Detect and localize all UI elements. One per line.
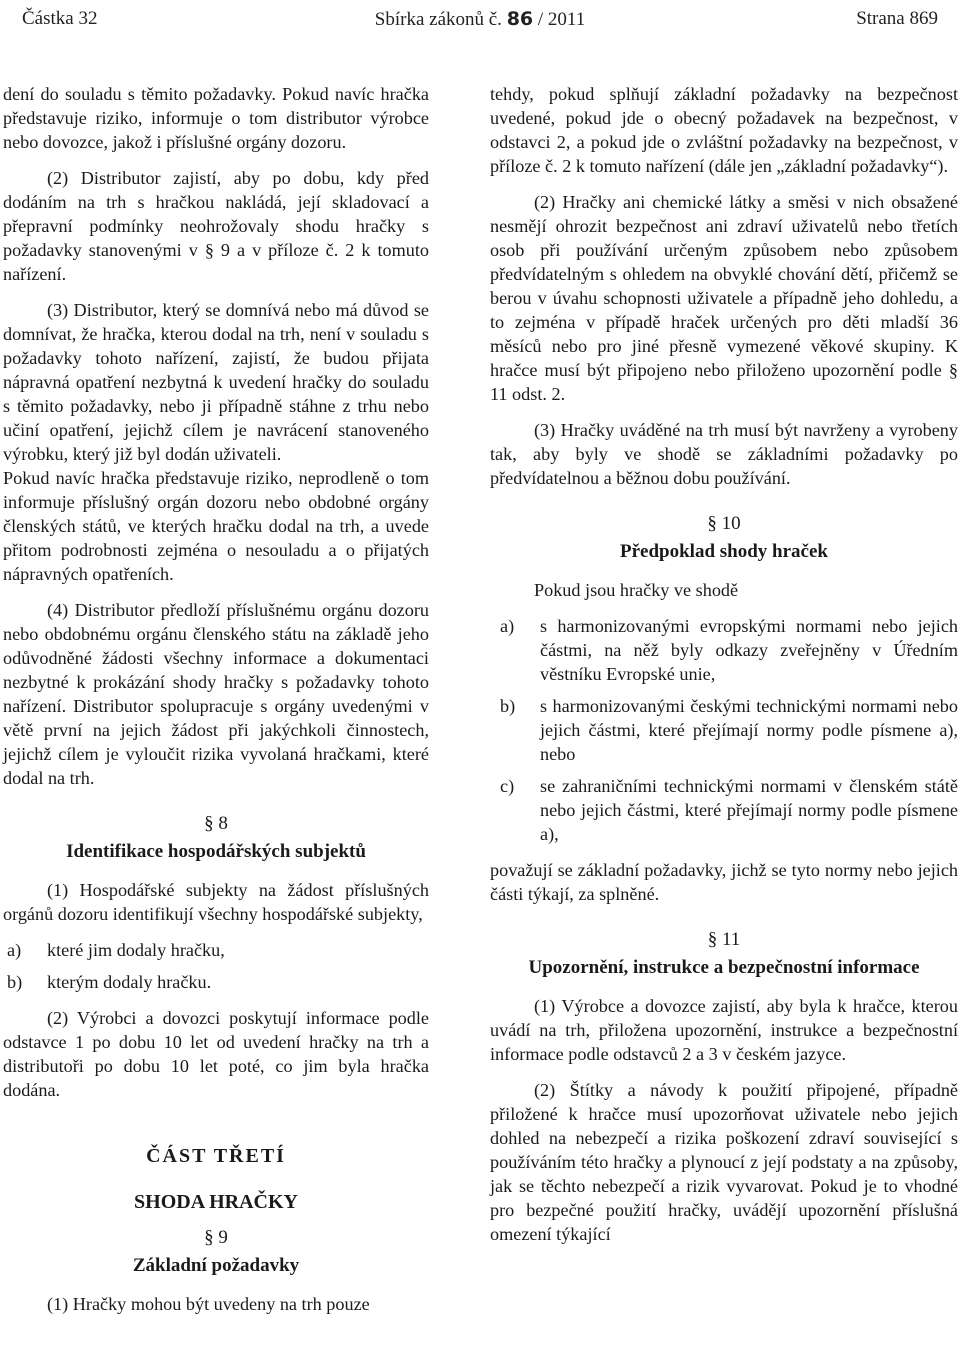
paragraph-intro-left: dení do souladu s těmito požadavky. Pokud navíc hračka představuje riziko, informuje o tom distributor výrobce nebo dovozce, jakož i příslušné orgány dozoru. [3,84,429,152]
paragraph-9-3: (3) Hračky uváděné na trh musí být navrženy a vyrobeny tak, aby byly ve shodě se základními požadavky po předvídatelnou a běžnou dobu používání. [490,420,958,488]
paragraph-11-1: (1) Výrobce a dovozce zajistí, aby byla k hračce, kterou uvádí na trh, přiložena upozornění, instrukce a bezpečnostní informace podle odstavců 2 a 3 v českém jazyce. [490,996,958,1064]
left-column [3,82,429,1328]
list-item-marker: a) [7,940,22,960]
paragraph-8-2: (2) Výrobci a dovozci poskytují informace podle odstavce 1 po dobu 10 let od uvedení hračky na trh a distributoři po dobu 10 let poté, co jim byla hračka dodána. [3,1008,429,1100]
list-item [3,970,429,994]
list-item [490,694,958,766]
paragraph-9-2: (2) Hračky ani chemické látky a směsi v nich obsažené nesmějí ohrozit bezpečnost ani zdraví uživatelů nebo třetích osob při používání určeným způsobem nebo způsobem předvídatelným s ohledem na obvyklé chování dětí, přičemž se berou v úvahu schopnosti uživatele a případně jeho dohledu, a to zejména v případě hraček určených pro děti mladší 36 měsíců nebo pro jiné přesně vymezené věkové skupiny. K hračce musí být připojeno nebo přiloženo upozornění podle § 11 odst. 2. [490,192,958,404]
header-collection-prefix: Sbírka zákonů č. [374,8,502,30]
page-header [22,4,938,34]
header-collection-suffix: / 2011 [537,8,586,30]
paragraph-7-3-continued: Pokud navíc hračka představuje riziko, neprodleně o tom informuje příslušný orgán dozoru nebo obdobné orgány členských států, ve kterých hračku dodal na trh, a uvede přitom podrobnosti zejména o nesouladu a o přijatých nápravných opatřeních. [3,468,429,584]
section-8-title: Identifikace hospodářských subjektů [66,841,366,862]
list-item [490,614,958,686]
paragraph-8-1: (1) Hospodářské subjekty na žádost příslušných orgánů dozoru identifikují všechny hospodářské subjekty, [3,880,429,924]
list-item [3,938,429,962]
section-11-sign: § 11 [707,929,741,950]
section-8-sign: § 8 [204,813,228,834]
section-10-title: Předpoklad shody hraček [620,541,828,562]
section-10-tail: považují se základní požadavky, jichž se tyto normy nebo jejich části týkají, za splněné. [490,860,958,904]
list-item-marker: a) [500,616,515,636]
list-item-marker: b) [500,696,516,716]
section-8-list [3,938,429,994]
header-collection [22,8,938,31]
section-11-title: Upozornění, instrukce a bezpečnostní informace [528,957,920,978]
section-9-sign: § 9 [204,1227,228,1248]
section-10-sign: § 10 [707,513,741,534]
list-item-text: kterým dodaly hračku. [47,972,212,992]
list-item-text: které jim dodaly hračku, [47,940,225,960]
list-item-text: se zahraničními technickými normami v členském státě nebo jejich částmi, které přejímají normy podle písmene a), [540,776,958,844]
part-title: ČÁST TŘETÍ [146,1145,286,1167]
paragraph-7-2: (2) Distributor zajistí, aby po dobu, kdy před dodáním na trh s hračkou nakládá, její skladovací a přepravní podmínky neohrožovaly shodu hračky s požadavky stanovenými v § 9 a v příloze č. 2 k tomuto nařízení. [3,168,429,284]
section-10-list [490,614,958,846]
list-item-text: s harmonizovanými českými technickými normami nebo jejich částmi, které přejímají normy podle písmene a), nebo [540,696,958,764]
section-10-lead: Pokud jsou hračky ve shodě [534,580,739,600]
section-9-title: Základní požadavky [132,1255,300,1276]
header-collection-number: 86 [506,7,534,30]
right-column [490,82,958,1258]
paragraph-7-3: (3) Distributor, který se domnívá nebo má důvod se domnívat, že hračka, kterou dodal na trh, není v souladu s požadavky tohoto nařízení, zajistí, že budou přijata nápravná opatření nezbytná k uvedení hračky do souladu s těmito požadavky, nebo ji případně stáhne z trhu nebo učiní opatření, jejichž cílem je navrácení stanoveného výrobku, který již byl dodán uživateli. [3,300,429,464]
list-item-text: s harmonizovanými evropskými normami nebo jejich částmi, na něž byly odkazy zveřejněny v Úředním věstníku Evropské unie, [540,616,958,684]
paragraph-11-2: (2) Štítky a návody k použití připojené, případně přiložené k hračce musí upozorňovat uživatele nebo jejich dohled na nebezpečí a rizika poškození zdraví související s používáním této hračky a plynoucí z její podstaty a na způsoby, jak se těchto nebezpečí a rizik vyvarovat. Pokud je to vhodné pro bezpečné použití hračky, uvádějí upozornění příslušná omezení týkající [490,1080,958,1244]
header-page-number: Strana 869 [856,8,938,29]
list-item [490,774,958,846]
paragraph-intro-right: tehdy, pokud splňují základní požadavky na bezpečnost uvedené, pokud jde o obecný požadavek na bezpečnost, v odstavci 2, a pokud jde o zvláštní požadavky na bezpečnost, v příloze č. 2 k tomuto nařízení (dále jen „základní požadavky“). [490,84,958,176]
paragraph-7-4: (4) Distributor předloží příslušnému orgánu dozoru nebo obdobnému orgánu členského státu na základě jeho odůvodněné žádosti všechny informace a dokumentaci nezbytné k prokázání shody hračky s požadavky tohoto nařízení. Distributor spolupracuje s orgány uvedenými v větě první na jejich žádost při jakýchkoli činnostech, jejichž cílem je vyloučit rizika vyvolaná hračkami, které dodal na trh. [3,600,429,788]
part-subtitle: SHODA HRAČKY [134,1191,298,1213]
header-part-number: Částka 32 [22,8,98,29]
list-item-marker: b) [7,972,23,992]
paragraph-9-1: (1) Hračky mohou být uvedeny na trh pouze [47,1294,370,1314]
list-item-marker: c) [500,776,515,796]
